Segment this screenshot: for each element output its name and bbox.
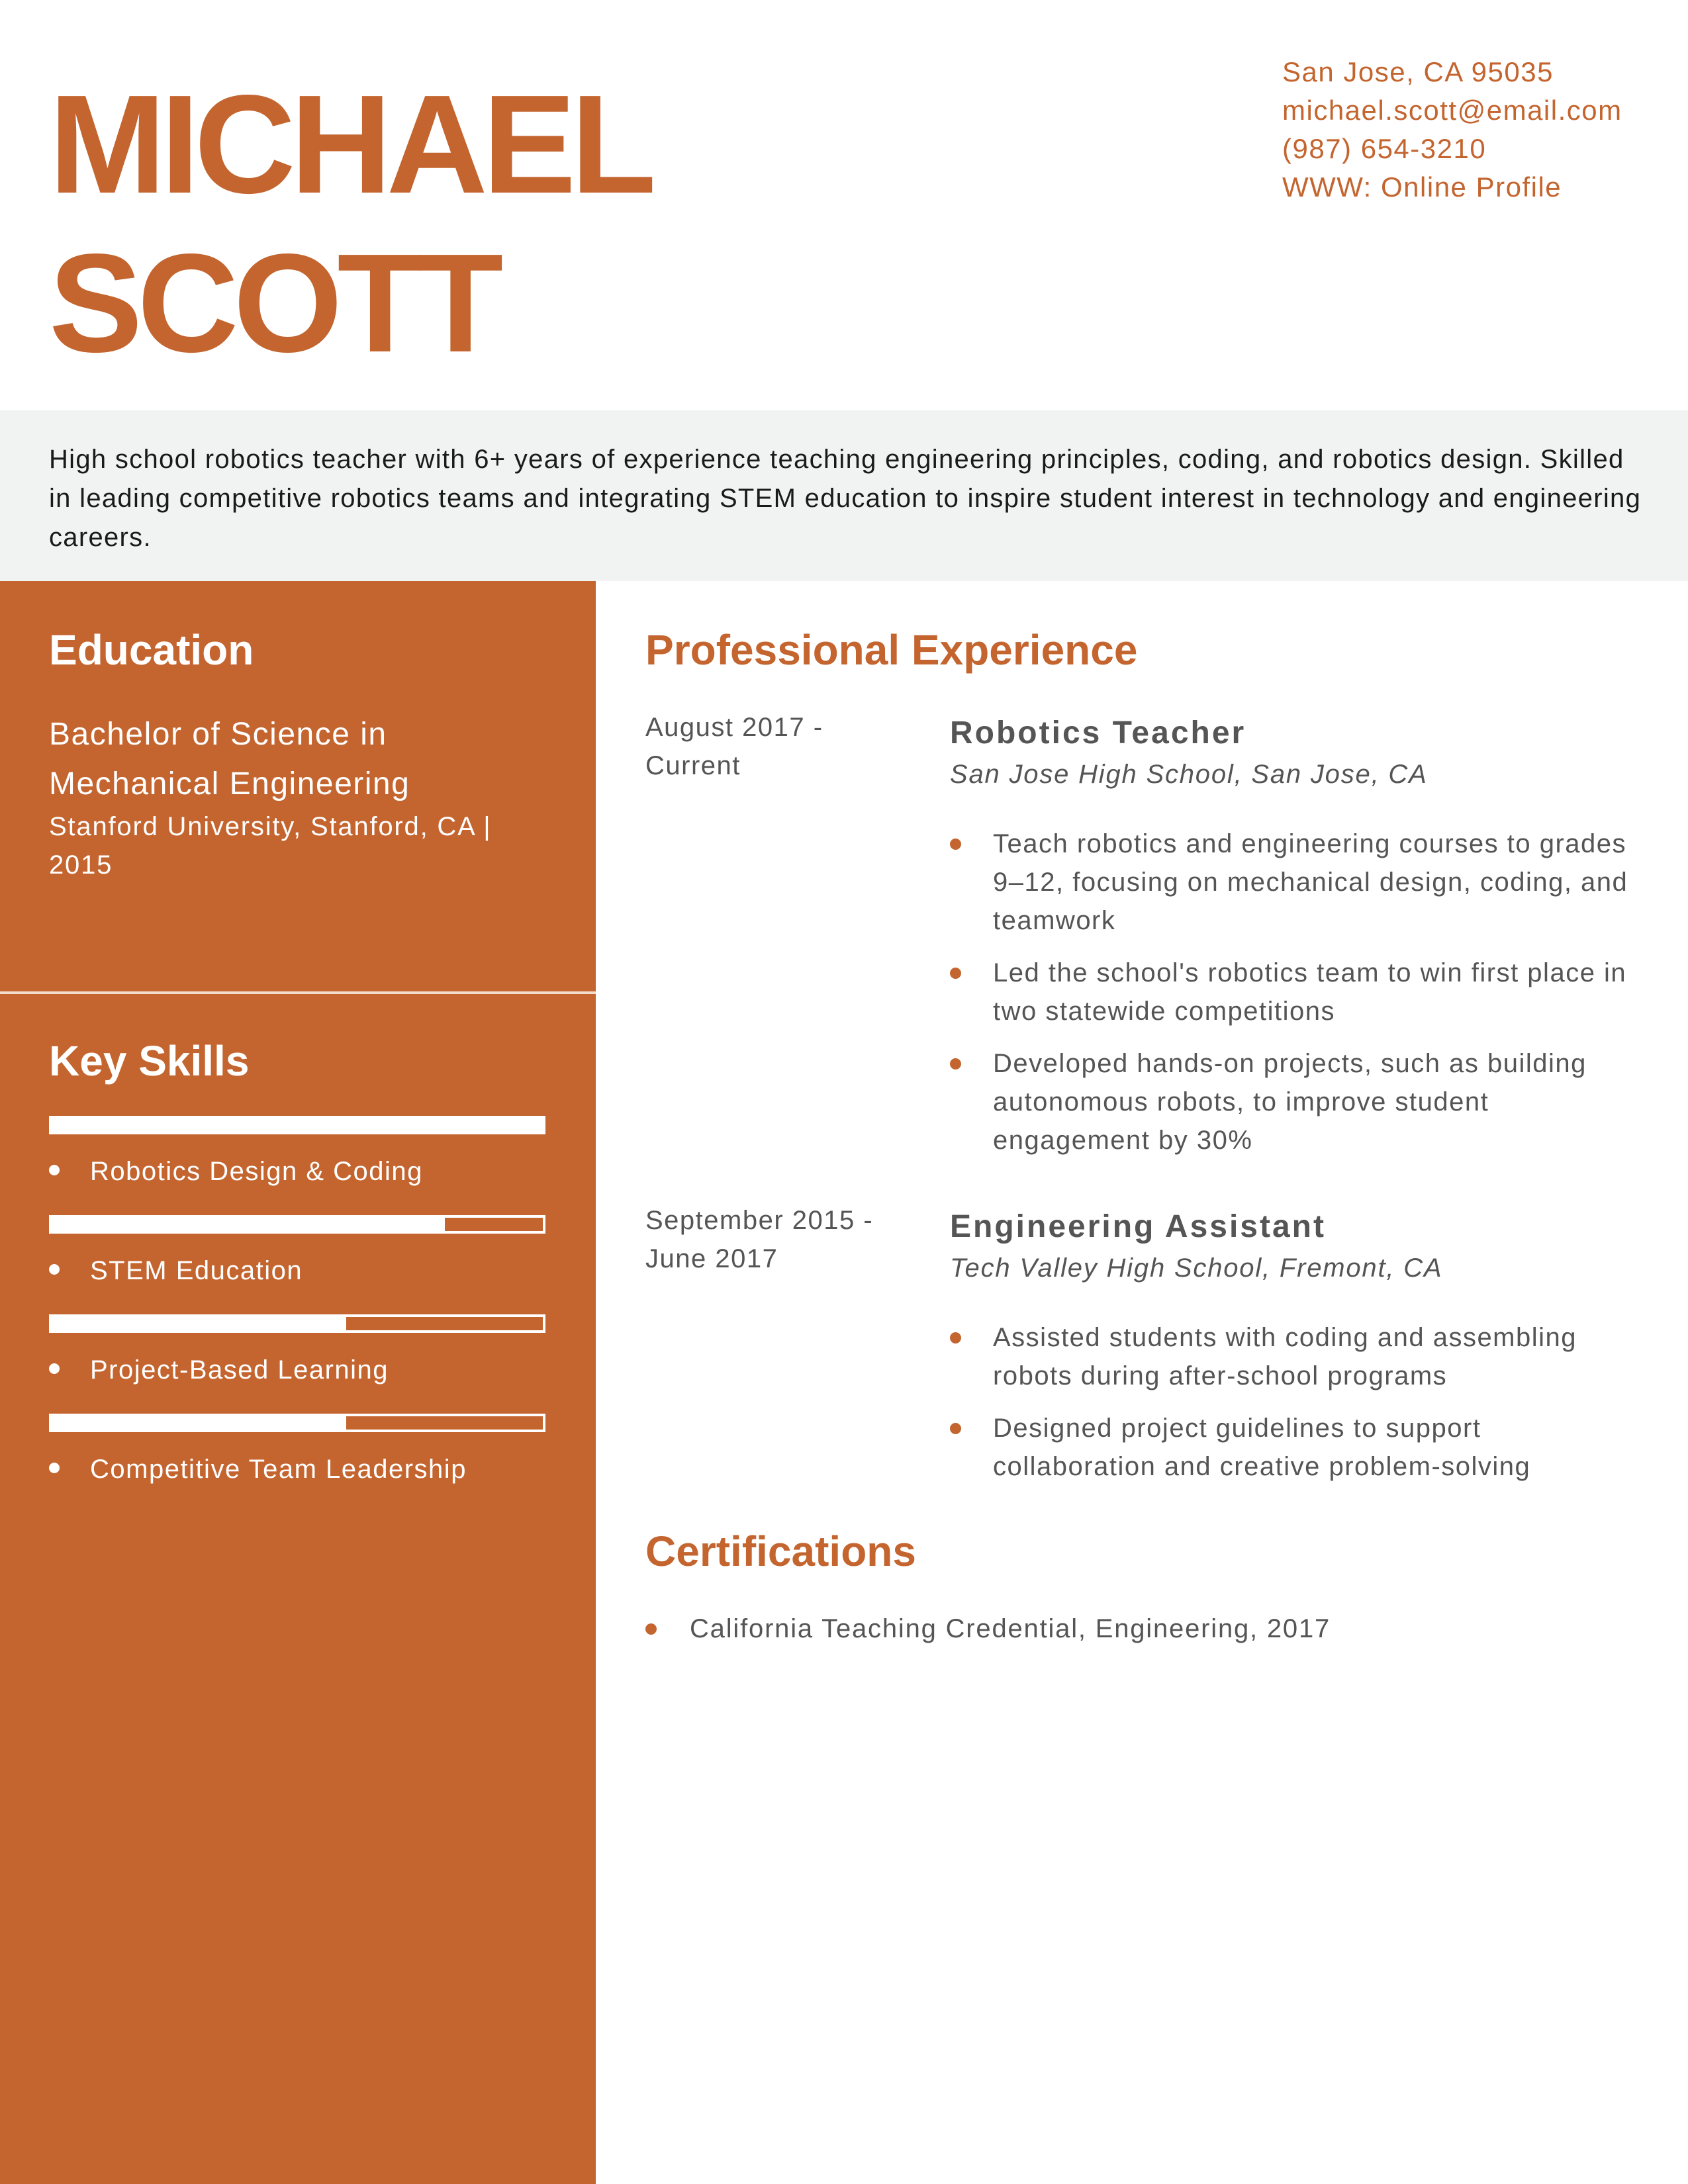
job-title: Engineering Assistant [950,1209,1326,1244]
bullet-dot-icon [950,1423,961,1434]
bullet-text: Designed project guidelines to support collaboration and creative problem-solving [993,1414,1531,1481]
list-item [950,954,1652,1030]
skill-label: Project-Based Learning [90,1355,389,1385]
contact-info [1282,53,1622,206]
bullet-dot-icon [49,1363,60,1374]
experience-heading: Professional Experience [645,626,1138,674]
bullet-dot-icon [950,1332,961,1343]
skill-item [49,1353,389,1387]
contact-phone[interactable]: (987) 654-3210 [1282,133,1487,164]
skills-heading: Key Skills [49,1037,250,1085]
candidate-name [49,65,651,383]
skill-label: Robotics Design & Coding [90,1157,423,1186]
skill-level-bar [49,1116,545,1134]
skill-level-bar [49,1314,545,1333]
bullet-text: Led the school's robotics team to win first place in two statewide competitions [993,958,1627,1026]
list-item [950,1044,1652,1160]
skill-level-bar [49,1414,545,1432]
contact-location: San Jose, CA 95035 [1282,56,1554,87]
skill-item [49,1254,303,1287]
bullet-dot-icon [950,839,961,850]
list-item [950,1409,1652,1486]
job-company: Tech Valley High School, Fremont, CA [950,1253,1443,1283]
job-dates: September 2015 - June 2017 [645,1206,874,1273]
certification-text: California Teaching Credential, Engineering, 2017 [690,1614,1331,1643]
skill-level-fill [52,1218,445,1231]
skill-level-fill [52,1416,346,1430]
list-item [950,825,1652,940]
bullet-dot-icon [950,1058,961,1069]
skill-item [49,1155,423,1188]
skill-label: STEM Education [90,1256,303,1285]
bullet-text: Assisted students with coding and assembling robots during after-school programs [993,1323,1577,1390]
sidebar-divider [0,991,596,994]
job-bullets [950,1318,1652,1500]
skill-level-fill [52,1317,346,1330]
skill-level-bar [49,1215,545,1234]
education-degree: Bachelor of Science in Mechanical Engineering [49,717,410,801]
bullet-dot-icon [49,1165,60,1175]
job-company: San Jose High School, San Jose, CA [950,760,1428,789]
job-bullets [950,825,1652,1173]
skill-item [49,1453,467,1486]
list-item [645,1610,1638,1648]
bullet-dot-icon [950,968,961,979]
skill-label: Competitive Team Leadership [90,1455,467,1484]
professional-summary: High school robotics teacher with 6+ years of experience teaching engineering principles, coding, and robotics design. Skilled in leading competitive robotics teams and integrating STEM education to inspire student interest in technology and engineering careers. [49,445,1642,552]
job-dates: August 2017 - Current [645,713,823,780]
education-heading: Education [49,626,254,674]
bullet-text: Teach robotics and engineering courses to grades 9–12, focusing on mechanical design, coding, and teamwork [993,829,1628,935]
contact-email[interactable]: michael.scott@email.com [1282,95,1622,126]
last-name: SCOTT [49,224,498,381]
bullet-text: Developed hands-on projects, such as building autonomous robots, to improve student engagement by 30% [993,1049,1587,1155]
job-title: Robotics Teacher [950,715,1246,751]
contact-website[interactable]: WWW: Online Profile [1282,171,1562,203]
bullet-dot-icon [49,1463,60,1473]
skill-level-fill [52,1118,543,1132]
education-school: Stanford University, Stanford, CA | 2015 [49,812,492,880]
bullet-dot-icon [645,1623,657,1635]
certifications-list [645,1610,1638,1648]
list-item [950,1318,1652,1395]
certifications-heading: Certifications [645,1527,916,1575]
first-name: MICHAEL [49,66,651,222]
bullet-dot-icon [49,1264,60,1275]
